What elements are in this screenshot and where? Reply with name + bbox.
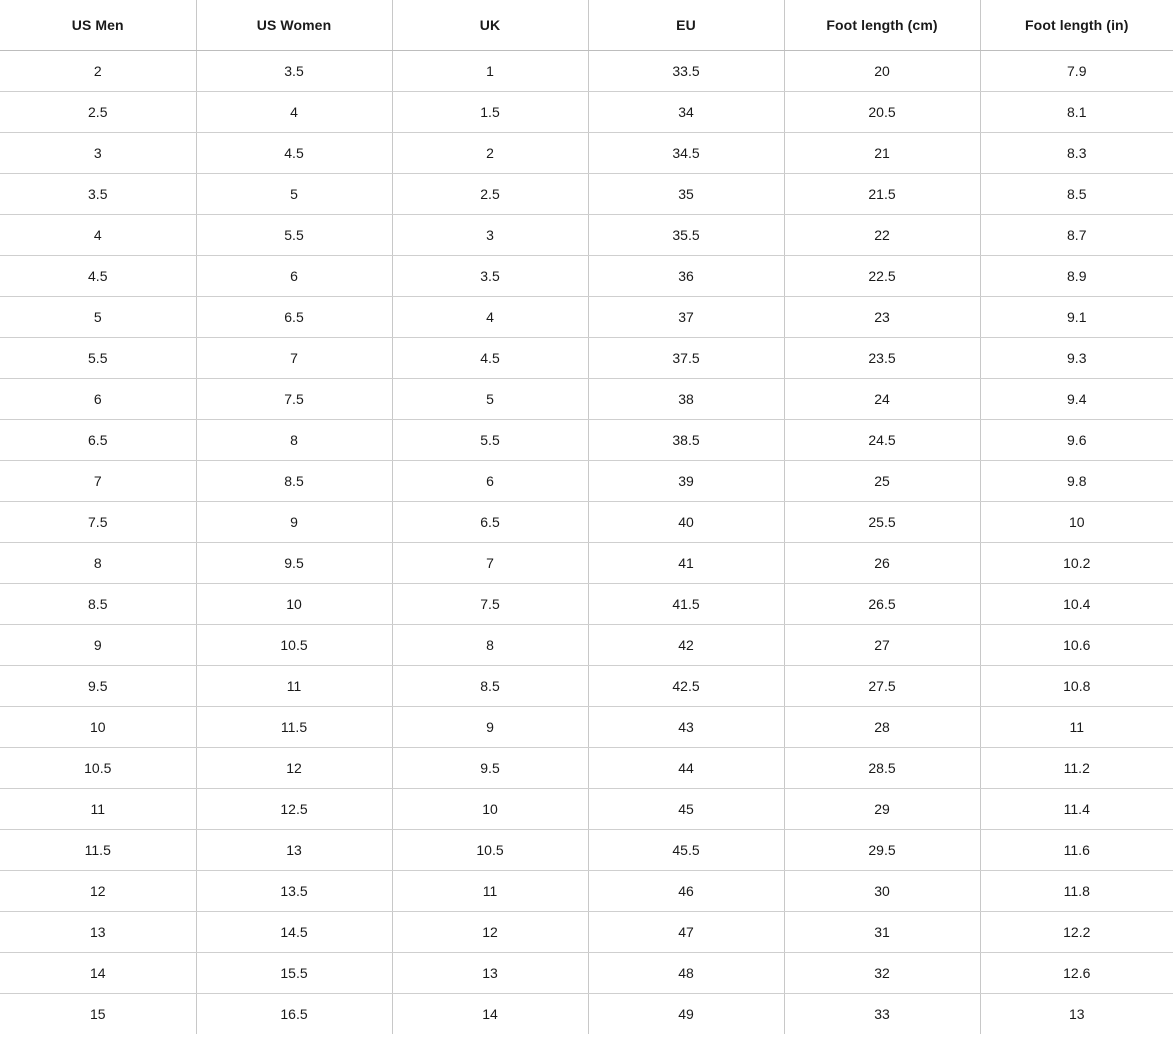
table-row (0, 174, 1173, 215)
table-cell: 3.5 (392, 256, 588, 297)
table-cell: 7.9 (980, 51, 1173, 92)
table-cell: 8.5 (392, 666, 588, 707)
table-cell: 4 (392, 297, 588, 338)
table-cell: 12.5 (196, 789, 392, 830)
table-cell: 15 (0, 994, 196, 1035)
table-cell: 14.5 (196, 912, 392, 953)
table-row (0, 748, 1173, 789)
table-cell: 9.5 (0, 666, 196, 707)
table-cell: 15.5 (196, 953, 392, 994)
table-cell: 47 (588, 912, 784, 953)
table-cell: 37.5 (588, 338, 784, 379)
table-cell: 10 (196, 584, 392, 625)
table-cell: 5 (392, 379, 588, 420)
table-row (0, 912, 1173, 953)
table-cell: 11.5 (196, 707, 392, 748)
table-cell: 45 (588, 789, 784, 830)
table-row (0, 625, 1173, 666)
table-cell: 8.1 (980, 92, 1173, 133)
table-cell: 13 (1068, 1006, 1085, 1022)
table-row (0, 338, 1173, 379)
table-cell: 26.5 (784, 584, 980, 625)
table-cell: 2 (0, 51, 196, 92)
column-header: EU (588, 0, 784, 51)
table-cell: 28.5 (784, 748, 980, 789)
table-cell: 9.3 (980, 338, 1173, 379)
table-row (0, 502, 1173, 543)
table-cell: 10.8 (980, 666, 1173, 707)
table-row (0, 830, 1173, 871)
table-cell: 3 (392, 215, 588, 256)
table-cell: 9 (0, 625, 196, 666)
table-cell: 8.5 (980, 174, 1173, 215)
table-cell: 41.5 (588, 584, 784, 625)
table-row (0, 707, 1173, 748)
table-cell: 23 (784, 297, 980, 338)
table-cell: 2.5 (392, 174, 588, 215)
table-cell: 34.5 (588, 133, 784, 174)
table-cell: 9.8 (980, 461, 1173, 502)
table-cell: 13 (196, 830, 392, 871)
table-cell: 26 (784, 543, 980, 584)
table-row (0, 297, 1173, 338)
table-row (0, 543, 1173, 584)
table-cell: 9 (196, 502, 392, 543)
table-cell: 5.5 (196, 215, 392, 256)
table-cell: 6.5 (196, 297, 392, 338)
table-cell: 30 (784, 871, 980, 912)
table-cell: 10 (0, 707, 196, 748)
table-cell: 44 (588, 748, 784, 789)
table-cell: 8.9 (980, 256, 1173, 297)
table-cell: 12.2 (980, 912, 1173, 953)
table-cell: 11 (196, 666, 392, 707)
table-cell: 6.5 (0, 420, 196, 461)
table-cell: 14 (0, 953, 196, 994)
table-cell: 8 (0, 543, 196, 584)
table-cell: 4.5 (392, 338, 588, 379)
table-cell: 8.7 (980, 215, 1173, 256)
table-cell: 13 (0, 912, 196, 953)
table-cell: 21.5 (784, 174, 980, 215)
table-cell: 8.3 (980, 133, 1173, 174)
table-cell: 10 (980, 502, 1173, 543)
column-header: UK (392, 0, 588, 51)
table-cell: 27 (784, 625, 980, 666)
table-cell: 16.5 (196, 994, 392, 1035)
table-row (0, 871, 1173, 912)
table-cell: 9.6 (980, 420, 1173, 461)
table-cell: 3.5 (0, 174, 196, 215)
table-cell: 29 (784, 789, 980, 830)
table-cell: 28 (784, 707, 980, 748)
table-cell: 10.5 (196, 625, 392, 666)
table-cell: 4.5 (196, 133, 392, 174)
table-row (0, 953, 1173, 994)
table-cell: 6 (0, 379, 196, 420)
table-cell: 3 (0, 133, 196, 174)
table-cell: 9.4 (980, 379, 1173, 420)
table-cell: 10.5 (0, 748, 196, 789)
table-cell: 11 (980, 707, 1173, 748)
table-cell: 7 (196, 338, 392, 379)
table-cell: 35.5 (588, 215, 784, 256)
table-header (0, 0, 1173, 51)
table-cell: 41 (588, 543, 784, 584)
table-cell: 45.5 (588, 830, 784, 871)
table-cell: 36 (588, 256, 784, 297)
table-row (0, 584, 1173, 625)
table-cell: 11.5 (0, 830, 196, 871)
table-cell: 9.1 (980, 297, 1173, 338)
table-cell: 12 (196, 748, 392, 789)
header-row (0, 0, 1173, 51)
table-cell: 32 (784, 953, 980, 994)
table-cell: 48 (588, 953, 784, 994)
table-cell: 2 (392, 133, 588, 174)
table-cell: 25 (784, 461, 980, 502)
table-cell: 2.5 (0, 92, 196, 133)
table-cell: 4 (196, 92, 392, 133)
table-cell: 11 (392, 871, 588, 912)
table-cell: 10.5 (392, 830, 588, 871)
table-cell: 37 (588, 297, 784, 338)
table-cell: 10.6 (980, 625, 1173, 666)
table-row (0, 256, 1173, 297)
table-cell: 5 (0, 297, 196, 338)
table-cell: 24.5 (784, 420, 980, 461)
table-cell: 9 (392, 707, 588, 748)
table-cell: 10.2 (980, 543, 1173, 584)
table-row (0, 666, 1173, 707)
table-cell: 1 (392, 51, 588, 92)
table-cell: 9.5 (392, 748, 588, 789)
column-header: US Women (196, 0, 392, 51)
table-cell: 33 (784, 994, 980, 1035)
table-cell: 11.6 (980, 830, 1173, 871)
table-cell: 6 (196, 256, 392, 297)
table-row (0, 133, 1173, 174)
table-cell: 39 (588, 461, 784, 502)
table-cell: 20 (784, 51, 980, 92)
table-cell: 20.5 (784, 92, 980, 133)
table-cell: 8 (392, 625, 588, 666)
table-cell: 7.5 (0, 502, 196, 543)
table-cell: 8 (196, 420, 392, 461)
table-cell: 7.5 (392, 584, 588, 625)
table-cell: 34 (588, 92, 784, 133)
table-cell: 11.4 (980, 789, 1173, 830)
table-cell: 7 (0, 461, 196, 502)
table-cell: 49 (588, 994, 784, 1035)
table-cell: 24 (784, 379, 980, 420)
table-cell: 46 (588, 871, 784, 912)
table-cell: 11.2 (980, 748, 1173, 789)
table-cell: 7 (392, 543, 588, 584)
table-cell: 12 (0, 871, 196, 912)
table-cell: 35 (588, 174, 784, 215)
table-cell: 27.5 (784, 666, 980, 707)
table-cell: 12.6 (980, 953, 1173, 994)
table-cell: 11 (0, 789, 196, 830)
table-cell: 43 (588, 707, 784, 748)
table-cell: 25.5 (784, 502, 980, 543)
table-cell: 10.4 (980, 584, 1173, 625)
column-header: Foot length (cm) (784, 0, 980, 51)
table-row (0, 92, 1173, 133)
table-body (0, 51, 1173, 1035)
column-header: US Men (0, 0, 196, 51)
table-cell: 21 (784, 133, 980, 174)
table-cell: 38 (588, 379, 784, 420)
table-row (0, 994, 1173, 1035)
table-row (0, 51, 1173, 92)
table-row (0, 215, 1173, 256)
table-cell: 38.5 (588, 420, 784, 461)
table-cell: 11.8 (980, 871, 1173, 912)
table-cell: 6.5 (392, 502, 588, 543)
table-cell: 22.5 (784, 256, 980, 297)
table-cell: 31 (784, 912, 980, 953)
table-cell: 42.5 (588, 666, 784, 707)
table-cell: 4.5 (0, 256, 196, 297)
table-cell: 4 (0, 215, 196, 256)
table-cell: 13.5 (196, 871, 392, 912)
table-row (0, 789, 1173, 830)
table-cell: 6 (392, 461, 588, 502)
table-cell: 22 (784, 215, 980, 256)
table-cell: 3.5 (196, 51, 392, 92)
table-cell: 12 (392, 912, 588, 953)
table-cell: 5.5 (0, 338, 196, 379)
table-cell: 9.5 (196, 543, 392, 584)
table-cell: 7.5 (196, 379, 392, 420)
table-cell: 23.5 (784, 338, 980, 379)
table-cell: 14 (392, 994, 588, 1035)
table-cell: 5.5 (392, 420, 588, 461)
table-cell: 29.5 (784, 830, 980, 871)
table-cell: 40 (588, 502, 784, 543)
table-row (0, 461, 1173, 502)
column-header: Foot length (in) (980, 0, 1173, 51)
table-cell: 5 (196, 174, 392, 215)
table-cell: 1.5 (392, 92, 588, 133)
table-cell: 13 (392, 953, 588, 994)
table-row (0, 420, 1173, 461)
table-row (0, 379, 1173, 420)
table-cell: 33.5 (588, 51, 784, 92)
table-cell: 42 (588, 625, 784, 666)
table-cell: 10 (392, 789, 588, 830)
table-cell: 8.5 (0, 584, 196, 625)
table-cell: 8.5 (196, 461, 392, 502)
